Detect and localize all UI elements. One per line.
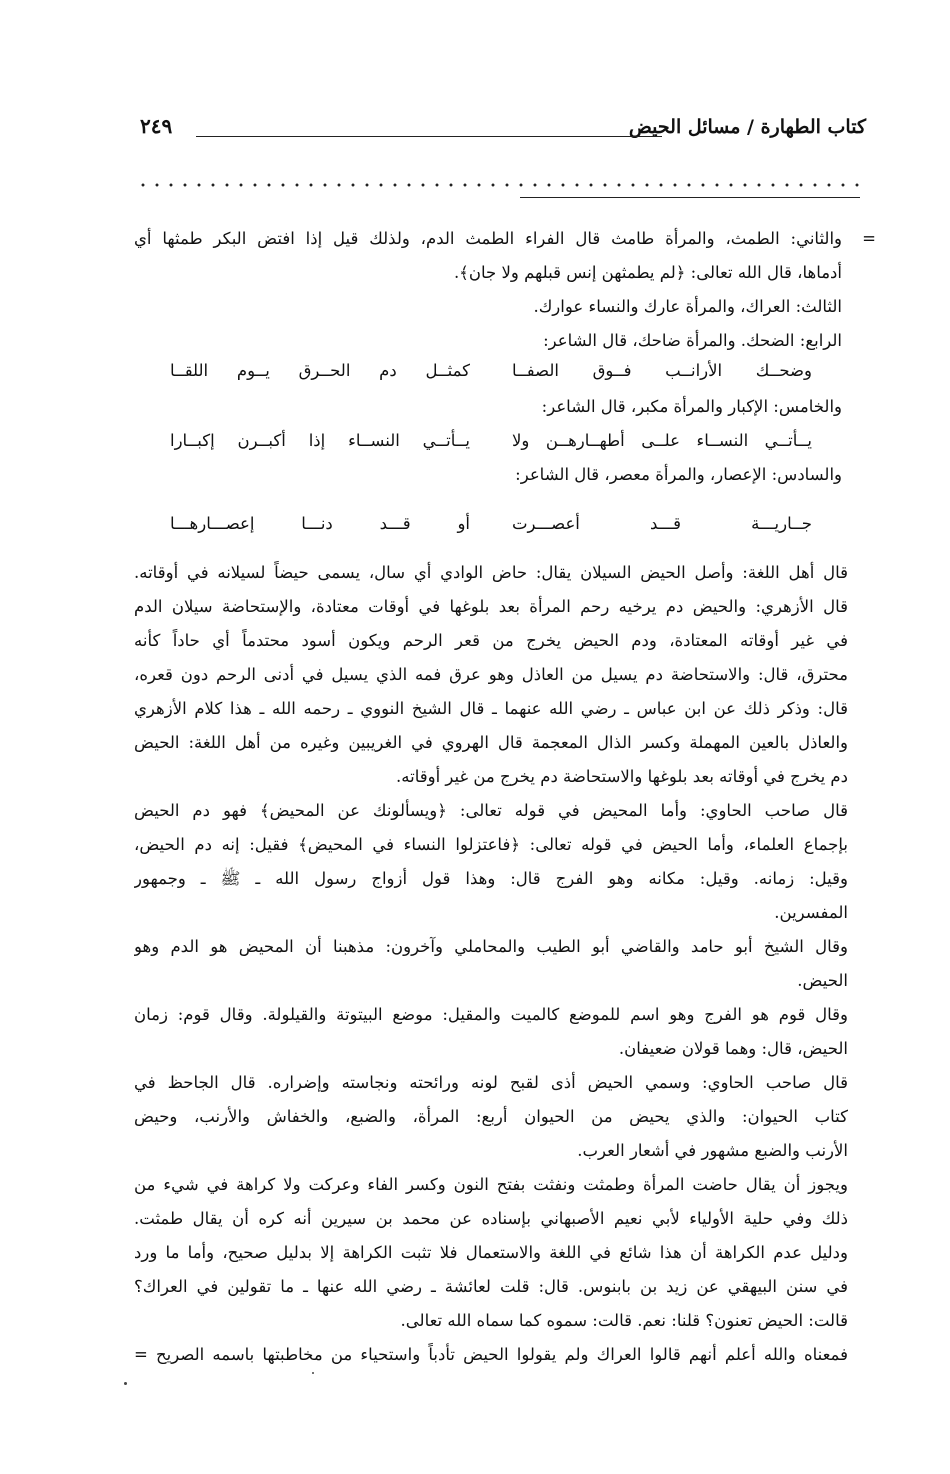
verse-hemistich-left: يــأتــي النســاء إذا أكبــرن إكبــارا	[170, 431, 470, 450]
text-line: والسادس: الإعصار، والمرأة معصر، قال الشاعر:	[515, 465, 842, 484]
text-line: وقال الشيخ أبو حامد والقاضي أبو الطيب والمحاملي وآخرون: مذهبنا أن المحيض هو الدم وهو	[134, 937, 848, 956]
dotted-separator	[136, 183, 866, 187]
scan-speck	[312, 1372, 314, 1374]
verse-line	[134, 424, 842, 458]
continuation-mark-start: =	[862, 229, 876, 248]
text-line: الثالث: العراك، والمرأة عارك والنساء عوارك.	[533, 297, 842, 316]
text-line: محترق، قال: والاستحاضة دم يسيل من العاذل وهو عرق فمه الذي يسيل في أدنى الرحم دون قعره،	[134, 665, 848, 684]
text-line: الأرنب والضبع مشهور في أشعار العرب.	[577, 1141, 848, 1160]
text-line: الحيض.	[797, 971, 848, 990]
text-line: فمعناه والله أعلم أنهم قالوا العراك ولم يقولوا الحيض تأدباً واستحياء من مخاطبتها باسمه الصريح =	[134, 1345, 848, 1364]
text-line: والعاذل بالعين المهملة وكسر الذال المعجمة قال الهروي في الغريبين وغيره من أهل اللغة: الحيض	[134, 733, 848, 752]
text-line: بإجماع العلماء، وأما الحيض في قوله تعالى: ﴿فاعتزلوا النساء في المحيض﴾ فقيل: إنه دم الحيض،	[134, 835, 848, 854]
running-header-title: كتاب الطهارة / مسائل الحيض	[628, 116, 866, 138]
text-line: ويجوز أن يقال حاضت المرأة وطمثت ونفثت بفتح النون وكسر الفاء وعركت ولا كراهة في شيء من	[134, 1175, 848, 1194]
verse-hemistich-left: كمثــل دم الحــرق يــوم اللقــا	[170, 361, 470, 380]
verse-hemistich-right: جــاريـــة قـــد أعصـــرت	[512, 514, 812, 533]
text-line: والثاني: الطمث، والمرأة طامث قال الفراء الطمث الدم، ولذلك قيل إذا افتض البكر طمثها أي	[134, 229, 842, 248]
text-line: في سنن البيهقي عن زيد بن بابنوس. قال: قلت لعائشة ـ رضي الله عنها ـ ما تقولين في العراك؟	[134, 1277, 848, 1296]
text-line: قال صاحب الحاوي: وسمي الحيض أذى لقبح لونه ورائحته ونجاسته وإضراره. قال الجاحظ في	[134, 1073, 848, 1092]
text-line: الحيض، قال: وهما قولان ضعيفان.	[618, 1039, 848, 1058]
text-line: وقال قوم هو الفرج وهو اسم للموضع كالميت والمقيل: موضع البيتوتة والقيلولة. وقال قوم: زمان	[134, 1005, 848, 1024]
verse-hemistich-left: أو قـــد دنـــا إعصـــارهـــا	[170, 514, 470, 533]
text-line: ذلك وفي حلية الأولياء لأبي نعيم الأصبهاني بإسناده عن محمد بن سيرين أنه كره أن يقال طمثت.	[134, 1209, 848, 1228]
text-line: وقيل: زمانه. وقيل: مكانه وهو الفرج قال: وهذا قول أزواج رسول الله ـ ﷺ ـ وجمهور	[134, 869, 848, 888]
header-rule	[196, 136, 662, 137]
text-line: ودليل عدم الكراهة أن هذا شائع في اللغة والاستعمال فلا تثبت الكراهة إلا بدليل صحيح، وأما ما ورد	[134, 1243, 848, 1262]
text-line: والخامس: الإكبار والمرأة مكبر، قال الشاعر:	[541, 397, 842, 416]
text-line: قال الأزهري: والحيض دم يرخيه رحم المرأة بعد بلوغها في أوقات معتادة، والإستحاضة سيلان الدم	[134, 597, 848, 616]
text-line: أدماها، قال الله تعالى: ﴿لم يطمثهن إنس قبلهم ولا جان﴾.	[453, 263, 842, 282]
text-line: دم يخرج في أوقاته بعد بلوغها والاستحاضة دم يخرج من غير أوقاته.	[396, 767, 848, 786]
text-line: المفسرين.	[774, 903, 848, 922]
text-line: قال أهل اللغة: وأصل الحيض السيلان يقال: حاض الوادي أي سال، يسمى حيضاً لسيلانه في أوقاته.	[134, 563, 848, 582]
text-line: قال صاحب الحاوي: وأما المحيض في قوله تعالى: ﴿ويسألونك عن المحيض﴾ فهو دم الحيض	[134, 801, 848, 820]
text-line: الرابع: الضحك. والمرأة ضاحك، قال الشاعر:	[543, 331, 842, 350]
verse-line	[134, 354, 842, 388]
text-line: كتاب الحيوان: والذي يحيض من الحيوان أربع: المرأة، والضبع، والخفاش والأرنب، وحيض	[134, 1107, 848, 1126]
footnote-rule	[520, 197, 860, 198]
verse-hemistich-right: يــأتــي النســاء علــى أطهــارهــن ولا	[512, 431, 812, 450]
page-number: ٢٤٩	[140, 114, 173, 138]
verse-hemistich-right: وضحــك الأرانــب فــوق الصفــا	[512, 361, 812, 380]
scan-speck	[124, 1382, 127, 1385]
text-line: قالت: الحيض تعنون؟ قلنا: نعم. قالت: سموه كما سماه الله تعالى.	[400, 1311, 848, 1330]
text-line: في غير أوقاته المعتادة، ودم الحيض يخرج من قعر الرحم ويكون أسود محتدماً أي حاداً كأنه	[134, 631, 848, 650]
verse-line	[134, 507, 842, 541]
text-line: قال: وذكر ذلك عن ابن عباس ـ رضي الله عنهما ـ قال الشيخ النووي ـ رحمه الله ـ هذا كلام الأزهري	[134, 699, 848, 718]
